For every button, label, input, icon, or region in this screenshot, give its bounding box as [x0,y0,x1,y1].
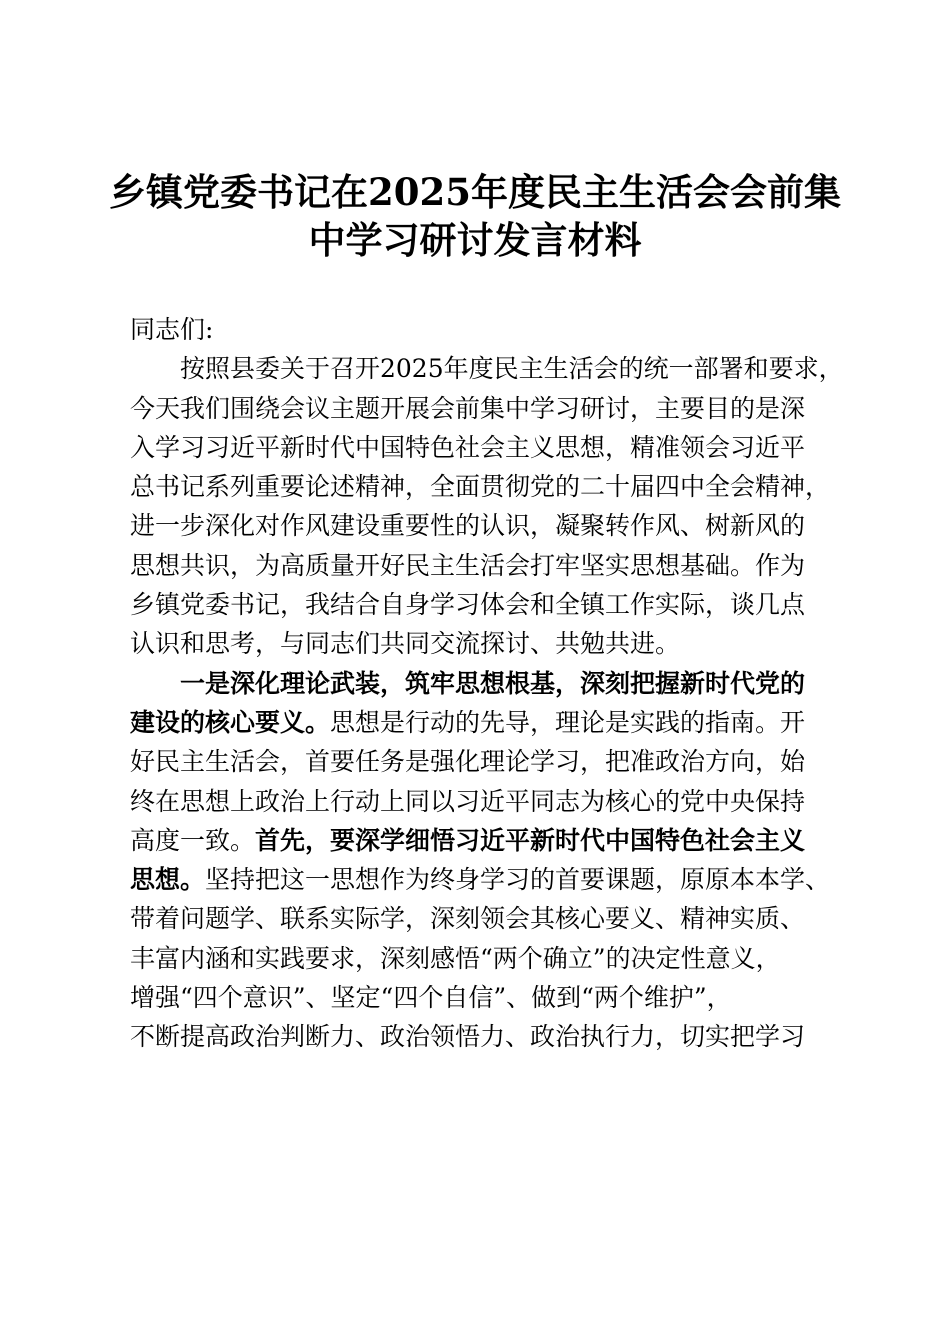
paragraph-2-line: 丰富内涵和实践要求，深刻感悟“两个确立”的决定性意义， [130,943,781,973]
section-heading: 一是深化理论武装，筑牢思想根基，深刻把握新时代党的 [180,668,806,698]
paragraph-1-line: 按照县委关于召开2025年度民主生活会的统一部署和要求， [180,354,844,384]
paragraph-text: 思想是行动的先导，理论是实践的指南。开 [330,707,806,737]
title-line-1: 乡镇党委书记在2025年度民主生活会会前集 [109,170,841,214]
paragraph-1-line: 入学习习近平新时代中国特色社会主义思想，精准领会习近平 [130,432,806,462]
document-body [130,310,850,1057]
document-title [100,168,850,264]
paragraph-1-line: 今天我们围绕会议主题开展会前集中学习研讨，主要目的是深 [130,393,806,423]
paragraph-text: 高度一致。 [130,825,256,855]
subsection-heading: 首先，要深学细悟习近平新时代中国特色社会主义 [255,825,806,855]
salutation: 同志们: [130,315,214,344]
paragraph-1-line: 总书记系列重要论述精神，全面贯彻党的二十届四中全会精神， [130,472,831,502]
paragraph-2-line: 好民主生活会，首要任务是强化理论学习，把准政治方向，始 [130,747,806,777]
paragraph-1 [130,349,850,663]
paragraph-2 [130,664,850,1057]
paragraph-text: 坚持把这一思想作为终身学习的首要课题，原原本本学、 [205,865,831,895]
title-line-2: 中学习研讨发言材料 [308,218,642,262]
paragraph-2-line: 带着问题学、联系实际学，深刻领会其核心要义、精神实质、 [130,904,806,934]
paragraph-1-line: 乡镇党委书记，我结合自身学习体会和全镇工作实际，谈几点 [130,590,806,620]
paragraph-2-line [130,821,850,860]
paragraph-2-line: 终在思想上政治上行动上同以习近平同志为核心的党中央保持 [130,786,806,816]
paragraph-1-line: 认识和思考，与同志们共同交流探讨、共勉共进。 [130,629,681,659]
paragraph-2-line: 增强“四个意识”、坚定“四个自信”、做到“两个维护”， [130,983,732,1013]
paragraph-2-line [130,664,850,703]
paragraph-1-line: 思想共识，为高质量开好民主生活会打牢坚实思想基础。作为 [130,550,806,580]
paragraph-2-line [130,860,850,899]
paragraph-2-line [130,703,850,742]
paragraph-2-line: 不断提高政治判断力、政治领悟力、政治执行力，切实把学习 [130,1022,806,1052]
subsection-heading-end: 思想。 [130,865,206,895]
paragraph-1-line: 进一步深化对作风建设重要性的认识，凝聚转作风、树新风的 [130,511,806,541]
section-heading-end: 建设的核心要义。 [130,707,331,737]
